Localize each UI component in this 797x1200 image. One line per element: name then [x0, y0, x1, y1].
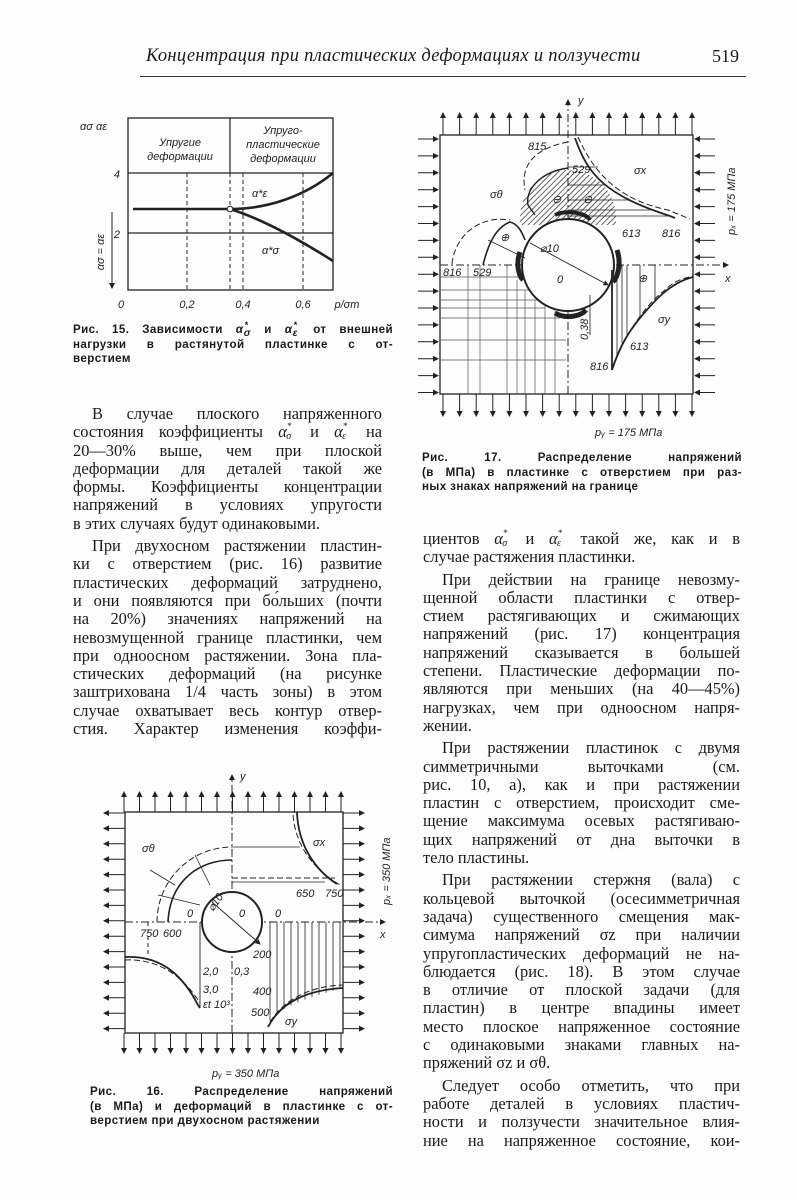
superscript: * [503, 528, 508, 538]
x-tick: 0,2 [179, 299, 195, 311]
math-symbol [235, 320, 252, 339]
text-line [422, 451, 742, 466]
value-label: 0 [239, 908, 246, 920]
text-line [73, 478, 382, 496]
strain-curve [125, 957, 200, 1008]
strain-curve-dashed [125, 960, 200, 1003]
diameter-label: ⌀10 [205, 891, 227, 914]
math-symbol [284, 320, 301, 339]
region-label-line: деформации [147, 151, 213, 163]
hole [522, 219, 614, 311]
curve-alpha-eps [230, 173, 333, 209]
text-run: пряжений σz и σθ. [423, 1053, 551, 1073]
math-symbol [494, 529, 511, 548]
text-line [423, 963, 740, 981]
x-tick: 0 [117, 299, 125, 311]
text-run: невозмущенной границе пластинки, чем [73, 627, 382, 647]
left-text-column [73, 405, 382, 738]
side-label: ασ = αε [95, 233, 107, 271]
value-label: 613 [630, 341, 649, 353]
plus-sign-icon: ⊕ [500, 232, 510, 244]
text-run: щенной области пластинки с отвер- [423, 587, 740, 607]
minus-sign-icon: ⊖ [583, 194, 593, 206]
symbol-base: α [334, 422, 343, 442]
subscript: σ [243, 328, 251, 339]
text-run: нагрузки в растянутой пластинке с от- [73, 337, 393, 351]
superscript: * [343, 421, 348, 432]
text-line [73, 574, 382, 592]
text-line [423, 999, 740, 1017]
text-run: деформации для деталей такой же [73, 458, 382, 478]
value-label: 0,38 [579, 318, 591, 340]
symbol-base: α [549, 529, 558, 548]
text-run: ки с отверстием (рис. 16) развитие [73, 554, 382, 574]
figure-16-labels [140, 771, 393, 1080]
text-line [423, 717, 740, 735]
x-axis-label: p/σт [334, 299, 360, 311]
subscript: ε [342, 431, 347, 443]
text-line [423, 794, 740, 812]
text-run: пластин) в центре впадины имеет [423, 998, 740, 1018]
text-run: и [294, 422, 335, 442]
text-run: с одинаковыми знаками главных на- [423, 1035, 740, 1055]
text-run: верстием [73, 352, 131, 365]
text-run: рис. 10, а), как и при растяжении [423, 774, 740, 794]
text-line [423, 739, 740, 757]
text-line [423, 812, 740, 830]
stress-label-sigma-x: σx [313, 837, 326, 849]
text-line [423, 1036, 740, 1054]
value-label: 0 [187, 908, 194, 920]
text-line [423, 871, 740, 889]
text-run: В случае плоского напряженного [92, 404, 382, 423]
symbol-base: α [278, 422, 287, 442]
text-run: верстием при двухосном растяжении [90, 1114, 320, 1127]
x-tick: 0,6 [295, 299, 311, 311]
subscript: σ [286, 431, 292, 443]
text-line [423, 945, 740, 963]
region-label-line: Упругие [159, 137, 201, 149]
sigma-x-curve-dashed [293, 815, 340, 885]
text-run: пластических деформаций затруднено, [73, 572, 382, 592]
text-run: Рис. 16. Распределение напряжений [90, 1085, 393, 1098]
text-run: и они появляются при бо́льших (почти [73, 590, 382, 610]
text-line [423, 1132, 740, 1150]
superscript: * [558, 528, 563, 538]
load-label-px: pₓ = 350 МПа [381, 837, 393, 905]
text-line [73, 352, 393, 367]
text-line [73, 320, 393, 339]
text-run: циентов [423, 529, 495, 548]
value-label: 816 [443, 267, 462, 279]
text-line [73, 683, 382, 701]
text-run: упругопластических деформаций не на- [423, 943, 740, 963]
text-run: Рис. 15. Зависимости [73, 323, 236, 336]
text-line [73, 515, 382, 533]
figure-15-caption [73, 320, 393, 367]
paragraph [73, 405, 382, 533]
value-label: 750 [140, 928, 159, 940]
text-run: в этих случаях будут одинаковыми. [73, 513, 320, 533]
sigma-y-curve [268, 988, 343, 1027]
load-label-py: pᵧ = 350 МПа [212, 1068, 280, 1080]
value-label: 815 [528, 141, 547, 153]
text-run: напряжений сказывается в большей [423, 642, 740, 662]
text-line [73, 629, 382, 647]
text-run: случае охватывает весь контур отвер- [73, 700, 382, 720]
text-run: Рис. 17. Распределение напряжений [422, 451, 742, 464]
math-symbol [278, 422, 295, 441]
text-run: ние на напряженное состояние, кои- [423, 1130, 740, 1150]
page-number: 519 [712, 46, 739, 66]
text-line [73, 720, 382, 738]
text-line [423, 571, 740, 589]
text-line [423, 625, 740, 643]
paragraph [423, 1077, 740, 1150]
minus-sign-icon: ⊖ [552, 194, 562, 206]
text-run: При растяжении стержня (вала) с [442, 870, 740, 890]
text-run: 20—30% выше, чем при плоской [73, 440, 382, 460]
text-line [423, 1018, 740, 1036]
text-run: При двухосном растяжении пластин- [92, 536, 382, 556]
text-run: стия. Характер изменения коэффи- [73, 719, 382, 739]
curve-label-eps: α*ε [252, 188, 268, 200]
paragraph [423, 871, 740, 1072]
text-run: симума напряжений σz при наличии [423, 925, 740, 945]
text-run: нагрузках, чем при одноосном напря- [423, 697, 740, 717]
paragraph [73, 537, 382, 738]
text-run: состояния коэффициенты [73, 422, 279, 442]
text-run: Следует особо отметить, что при [442, 1075, 740, 1095]
text-run: При действии на границе невозму- [442, 569, 740, 589]
text-line [423, 981, 740, 999]
text-line [73, 338, 393, 353]
text-run: такой же, как и в [565, 529, 740, 548]
text-line [423, 699, 740, 717]
text-line [422, 466, 742, 481]
text-line [423, 662, 740, 680]
load-label-py: pᵧ = 175 МПа [595, 427, 663, 439]
text-run: случае растяжения пластинки. [423, 547, 636, 567]
text-line [73, 592, 382, 610]
value-label: 816 [590, 361, 609, 373]
text-line [423, 548, 740, 566]
text-line [73, 610, 382, 628]
stress-label-sigma-theta: σθ [490, 189, 503, 201]
origin-label: 0 [557, 274, 564, 286]
value-label: 816 [662, 228, 681, 240]
value-label: 529 [473, 267, 492, 279]
text-line [423, 926, 740, 944]
text-line [423, 776, 740, 794]
text-run: щение максимума осевых растягиваю- [423, 811, 740, 831]
text-line [423, 607, 740, 625]
text-run: и [251, 323, 285, 336]
value-label: 200 [253, 949, 272, 961]
text-line [90, 1085, 393, 1100]
load-label-px: pₓ = 175 МПа [726, 167, 738, 235]
text-run: напряжений в условиях упругости [73, 495, 382, 515]
text-line [73, 537, 382, 555]
paragraph [423, 739, 740, 867]
text-line [73, 460, 382, 478]
text-run: заштрихована 1/4 часть зоны) в этом [73, 682, 382, 702]
text-run: ности и ползучести значительное влия- [423, 1112, 740, 1132]
axis-label-x: x [725, 273, 731, 285]
stress-label-sigma-theta: σθ [142, 843, 155, 855]
text-line [423, 890, 740, 908]
text-line [73, 665, 382, 683]
text-run: степени. Пластические деформации по- [423, 661, 740, 681]
region-label-line: Упруго- [263, 125, 303, 137]
figure-16-caption [90, 1085, 393, 1129]
region-label-line: пластические [246, 139, 320, 151]
superscript: * [293, 320, 298, 330]
text-run: При растяжении пластинок с двумя [442, 738, 740, 758]
text-run: при одноосном растяжении. Зона пла- [73, 645, 382, 665]
text-line [90, 1114, 393, 1129]
text-run: от внешней [300, 323, 393, 336]
paragraph [423, 571, 740, 736]
text-run: симметричными выточками (см. [423, 756, 740, 776]
value-label: 600 [163, 928, 182, 940]
text-line [423, 1113, 740, 1131]
text-run: (в МПа) и деформаций в пластинке с от- [90, 1099, 393, 1113]
value-label: 3,0 [203, 984, 219, 996]
subscript: σ [502, 538, 508, 549]
value-label: 0,3 [234, 966, 250, 978]
text-run: пластин с отверстием, происходит сме- [423, 793, 740, 813]
text-run: блюдается (рис. 18). В этом случае [423, 961, 740, 981]
text-run: стием растягивающих и сжимающих [423, 606, 740, 626]
text-run: в отличие от плоской задачи (для [423, 980, 740, 1000]
text-run: (в МПа) в пластинке с отверстием при раз- [422, 465, 742, 479]
curve-alpha-sigma [230, 209, 333, 261]
figure-15-labels [80, 121, 359, 311]
figure-17-diagram [418, 100, 728, 416]
text-line [423, 530, 740, 548]
text-run: щих напряжений от дна выточки в [423, 829, 740, 849]
value-label: 500 [251, 1007, 270, 1019]
text-line [423, 680, 740, 698]
sigma-y-hatch [270, 922, 340, 1021]
text-run: формы. Коэффициенты концентрации [73, 477, 382, 497]
sigma-y-curve-dashed [270, 985, 343, 1022]
superscript: * [287, 421, 292, 432]
yield-point [227, 206, 233, 212]
y-axis-label: ασ αε [80, 121, 108, 133]
text-line [423, 1054, 740, 1072]
sigma-y-curve-dashed [612, 276, 693, 368]
curve-label-sigma: α*σ [262, 245, 280, 257]
region-label-line: деформации [250, 153, 316, 165]
text-line [423, 849, 740, 867]
text-run: напряжений (рис. 17) концентрация [423, 624, 740, 644]
text-run: стических деформаций (на рисунке [73, 664, 382, 684]
value-label: 613 [622, 228, 641, 240]
text-line [423, 1077, 740, 1095]
math-symbol [334, 422, 351, 441]
text-line [423, 758, 740, 776]
symbol-base: α [494, 529, 503, 548]
y-tick: 4 [113, 169, 120, 181]
text-line [423, 831, 740, 849]
subscript: ε [557, 538, 561, 549]
text-line [90, 1100, 393, 1115]
text-run: жении. [423, 715, 472, 735]
value-label: 400 [253, 986, 272, 998]
y-tick: 2 [113, 229, 120, 241]
axis-label-y: y [578, 95, 584, 107]
text-line [73, 442, 382, 460]
text-run: на 20%) значениях напряжений на [73, 609, 382, 629]
x-tick: 0,4 [235, 299, 251, 311]
text-line [423, 644, 740, 662]
strain-unit-label: εt 10³ [203, 999, 230, 1011]
figure-17-caption [422, 451, 742, 495]
subscript: ε [292, 328, 298, 339]
text-run: ных знаках напряжений на границе [422, 480, 639, 493]
sigma-y-curve [612, 270, 693, 370]
text-line [423, 908, 740, 926]
running-header: Концентрация при пластических деформациях и ползучести [146, 46, 641, 66]
text-line [73, 555, 382, 573]
text-run: являются при меньших (на 40—45%) [423, 679, 740, 699]
symbol-base: α [235, 323, 244, 336]
stress-label-sigma-y: σy [285, 1016, 298, 1028]
value-label: 2,0 [203, 966, 219, 978]
axis-label-x: x [380, 929, 386, 941]
math-symbol [549, 529, 566, 548]
value-label: 750 [325, 888, 344, 900]
text-run: тело пластины. [423, 848, 530, 868]
axis-label-y: y [240, 771, 246, 783]
superscript: * [244, 320, 249, 330]
stress-label-sigma-y: σy [658, 314, 671, 326]
text-run: задача) существенного смещения мак- [423, 906, 740, 926]
value-label: 650 [296, 888, 315, 900]
stress-label-sigma-x: σx [634, 165, 647, 177]
text-line [423, 1095, 740, 1113]
text-line [423, 589, 740, 607]
right-text-column [423, 530, 740, 1150]
text-line [73, 496, 382, 514]
text-line [73, 702, 382, 720]
text-run: кольцевой выточкой (осесимметричная [423, 888, 740, 908]
diameter-label: ⌀10 [540, 243, 559, 255]
text-run: на [350, 422, 382, 442]
value-label: 529 [572, 164, 591, 176]
plus-sign-icon: ⊕ [638, 273, 648, 285]
text-run: место плоское напряженное состояние [423, 1016, 740, 1036]
paragraph [423, 530, 740, 567]
value-label: 0 [275, 908, 282, 920]
text-line [73, 423, 382, 441]
symbol-base: α [284, 323, 293, 336]
text-line [73, 405, 382, 423]
text-run: работе деталей в условиях пластич- [423, 1093, 740, 1113]
text-line [73, 647, 382, 665]
text-line [422, 480, 742, 495]
text-run: и [510, 529, 550, 548]
